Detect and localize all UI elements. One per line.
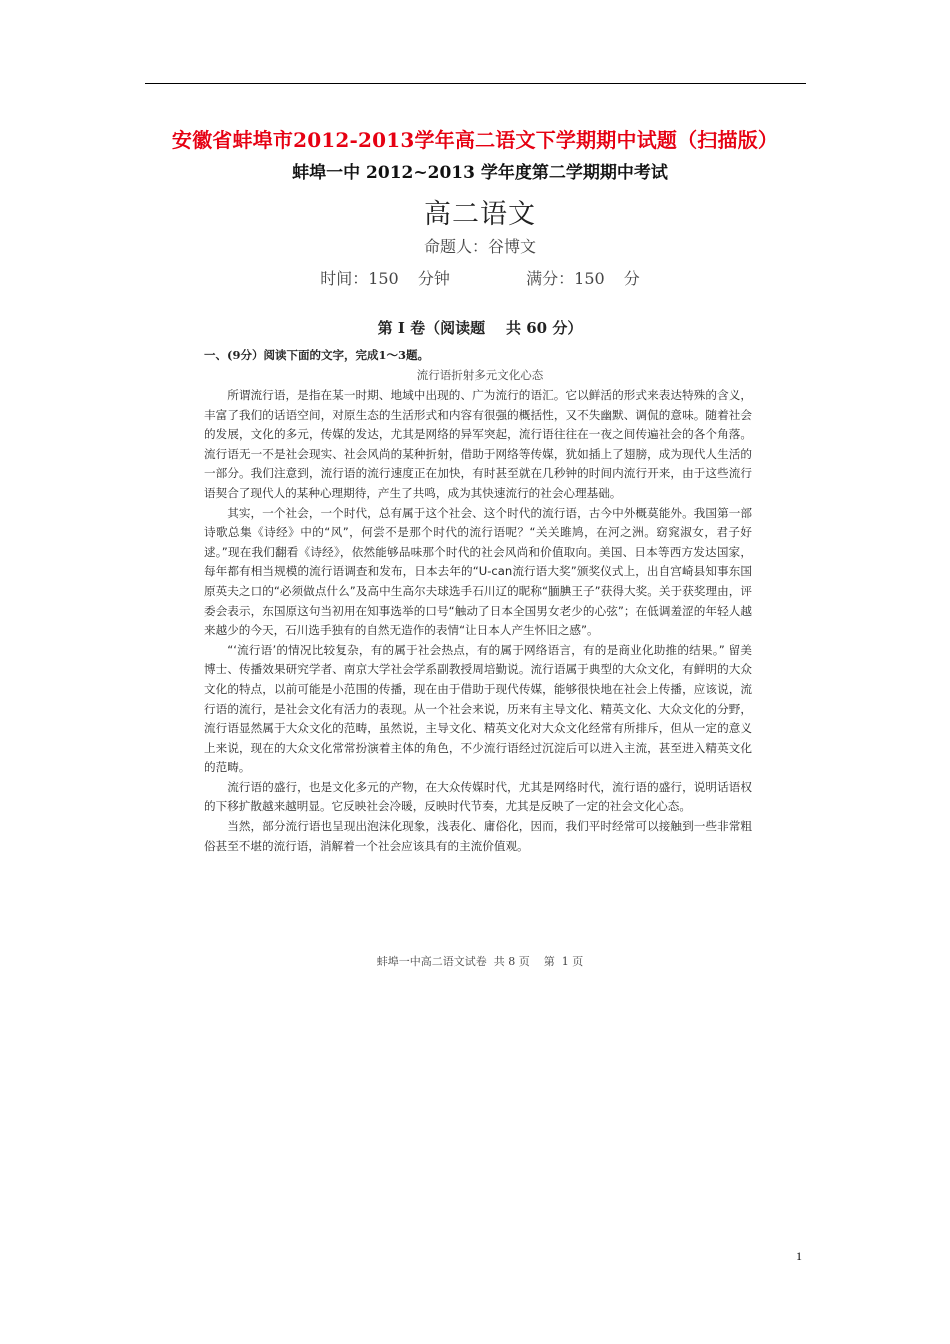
- header-rule: [145, 83, 806, 84]
- passage-paragraph: 所谓流行语，是指在某一时期、地域中出现的、广为流行的语汇。它以鲜活的形式来表达特殊的含义，丰富了我们的话语空间，对原生态的生活形式和内容有很强的概括性，又不失幽默、调侃的意味。随着社会的发展，文化的多元，传媒的发达，尤其是网络的异军突起，流行语往往在一夜之间传遍社会的各个角落。流行语无一不是社会现实、社会风尚的某种折射，借助于网络等传媒，犹如插上了翅膀，成为现代人生活的一部分。我们注意到，流行语的流行速度正在加快，有时甚至就在几秒钟的时间内流行开来，由于这些流行语契合了现代人的某种心理期待，产生了共鸣，成为其快速流行的社会心理基础。: [204, 388, 752, 500]
- document-title: 安徽省蚌埠市2012-2013学年高二语文下学期期中试题（扫描版）: [171, 128, 779, 152]
- question-header: 一、(9分）阅读下面的文字，完成1～3题。: [204, 348, 429, 362]
- exam-subject: 高二语文: [424, 199, 536, 230]
- passage-paragraph: “‘流行语’的情况比较复杂，有的属于社会热点，有的属于网络语言，有的是商业化助推的结果。” 留美博士、传播效果研究学者、南京大学社会学系副教授周培勤说。流行语属于典型的大众文化，有鲜明的大众文化的特点，以前可能是小范围的传播，现在由于借助于现代传媒，能够很快地在社会上传播，应该说，流行语的流行，是社会文化有活力的表现。从一个社会来说，历来有主导文化、精英文化、大众文化的分野，流行语显然属于大众文化的范畴，虽然说，主导文化、精英文化对大众文化经常有所排斥，但从一定的意义上来说，现在的大众文化常常扮演着主体的角色，不少流行语经过沉淀后可以进入主流，甚至进入精英文化的范畴。: [204, 642, 752, 775]
- passage-paragraph: 流行语的盛行，也是文化多元的产物，在大众传媒时代，尤其是网络时代，流行语的盛行，说明话语权的下移扩散越来越明显。它反映社会冷暖，反映时代节奏，尤其是反映了一定的社会文化心态。: [204, 779, 752, 814]
- passage-paragraph: 其实，一个社会，一个时代，总有属于这个社会、这个时代的流行语，古今中外概莫能外。我国第一部诗歌总集《诗经》中的“风”，何尝不是那个时代的流行语呢？“关关雎鸠，在河之洲。窈窕淑女，君子好逑。”现在我们翻看《诗经》，依然能够品味那个时代的社会风尚和价值取向。美国、日本等西方发达国家，每年都有相当规模的流行语调查和发布，日本去年的“U-can流行语大奖”颁奖仪式上，出自宫崎县知事东国原英夫之口的“必须做点什么”及高中生高尔夫球选手石川辽的昵称“腼腆王子”获得大奖。关于获奖理由，评委会表示，东国原这句当初用在知事选举的口号“触动了日本全国男女老少的心弦”；在低调羞涩的年轻人越来越少的今天，石川选手独有的自然无造作的表情“让日本人产生怀旧之感”。: [204, 505, 752, 638]
- passage-paragraph: 当然，部分流行语也呈现出泡沫化现象，浅表化、庸俗化，因而，我们平时经常可以接触到一些非常粗俗甚至不堪的流行语，消解着一个社会应该具有的主流价值观。: [204, 819, 752, 853]
- exam-header: 蚌埠一中 2012~2013 学年度第二学期期中考试: [292, 163, 668, 183]
- exam-author: 命题人：谷博文: [423, 237, 536, 256]
- passage-title: 流行语折射多元文化心态: [416, 368, 544, 382]
- section-title: 第 I 卷（阅读题 共 60 分）: [377, 319, 583, 337]
- exam-time-score: 时间：150 分钟 满分：150 分: [320, 269, 640, 288]
- scanned-exam-page: [200, 150, 760, 980]
- reading-passage: [204, 386, 752, 856]
- exam-footer: 蚌埠一中高二语文试卷 共 8 页 第 1 页: [376, 955, 584, 968]
- page-number: 1: [796, 1249, 802, 1263]
